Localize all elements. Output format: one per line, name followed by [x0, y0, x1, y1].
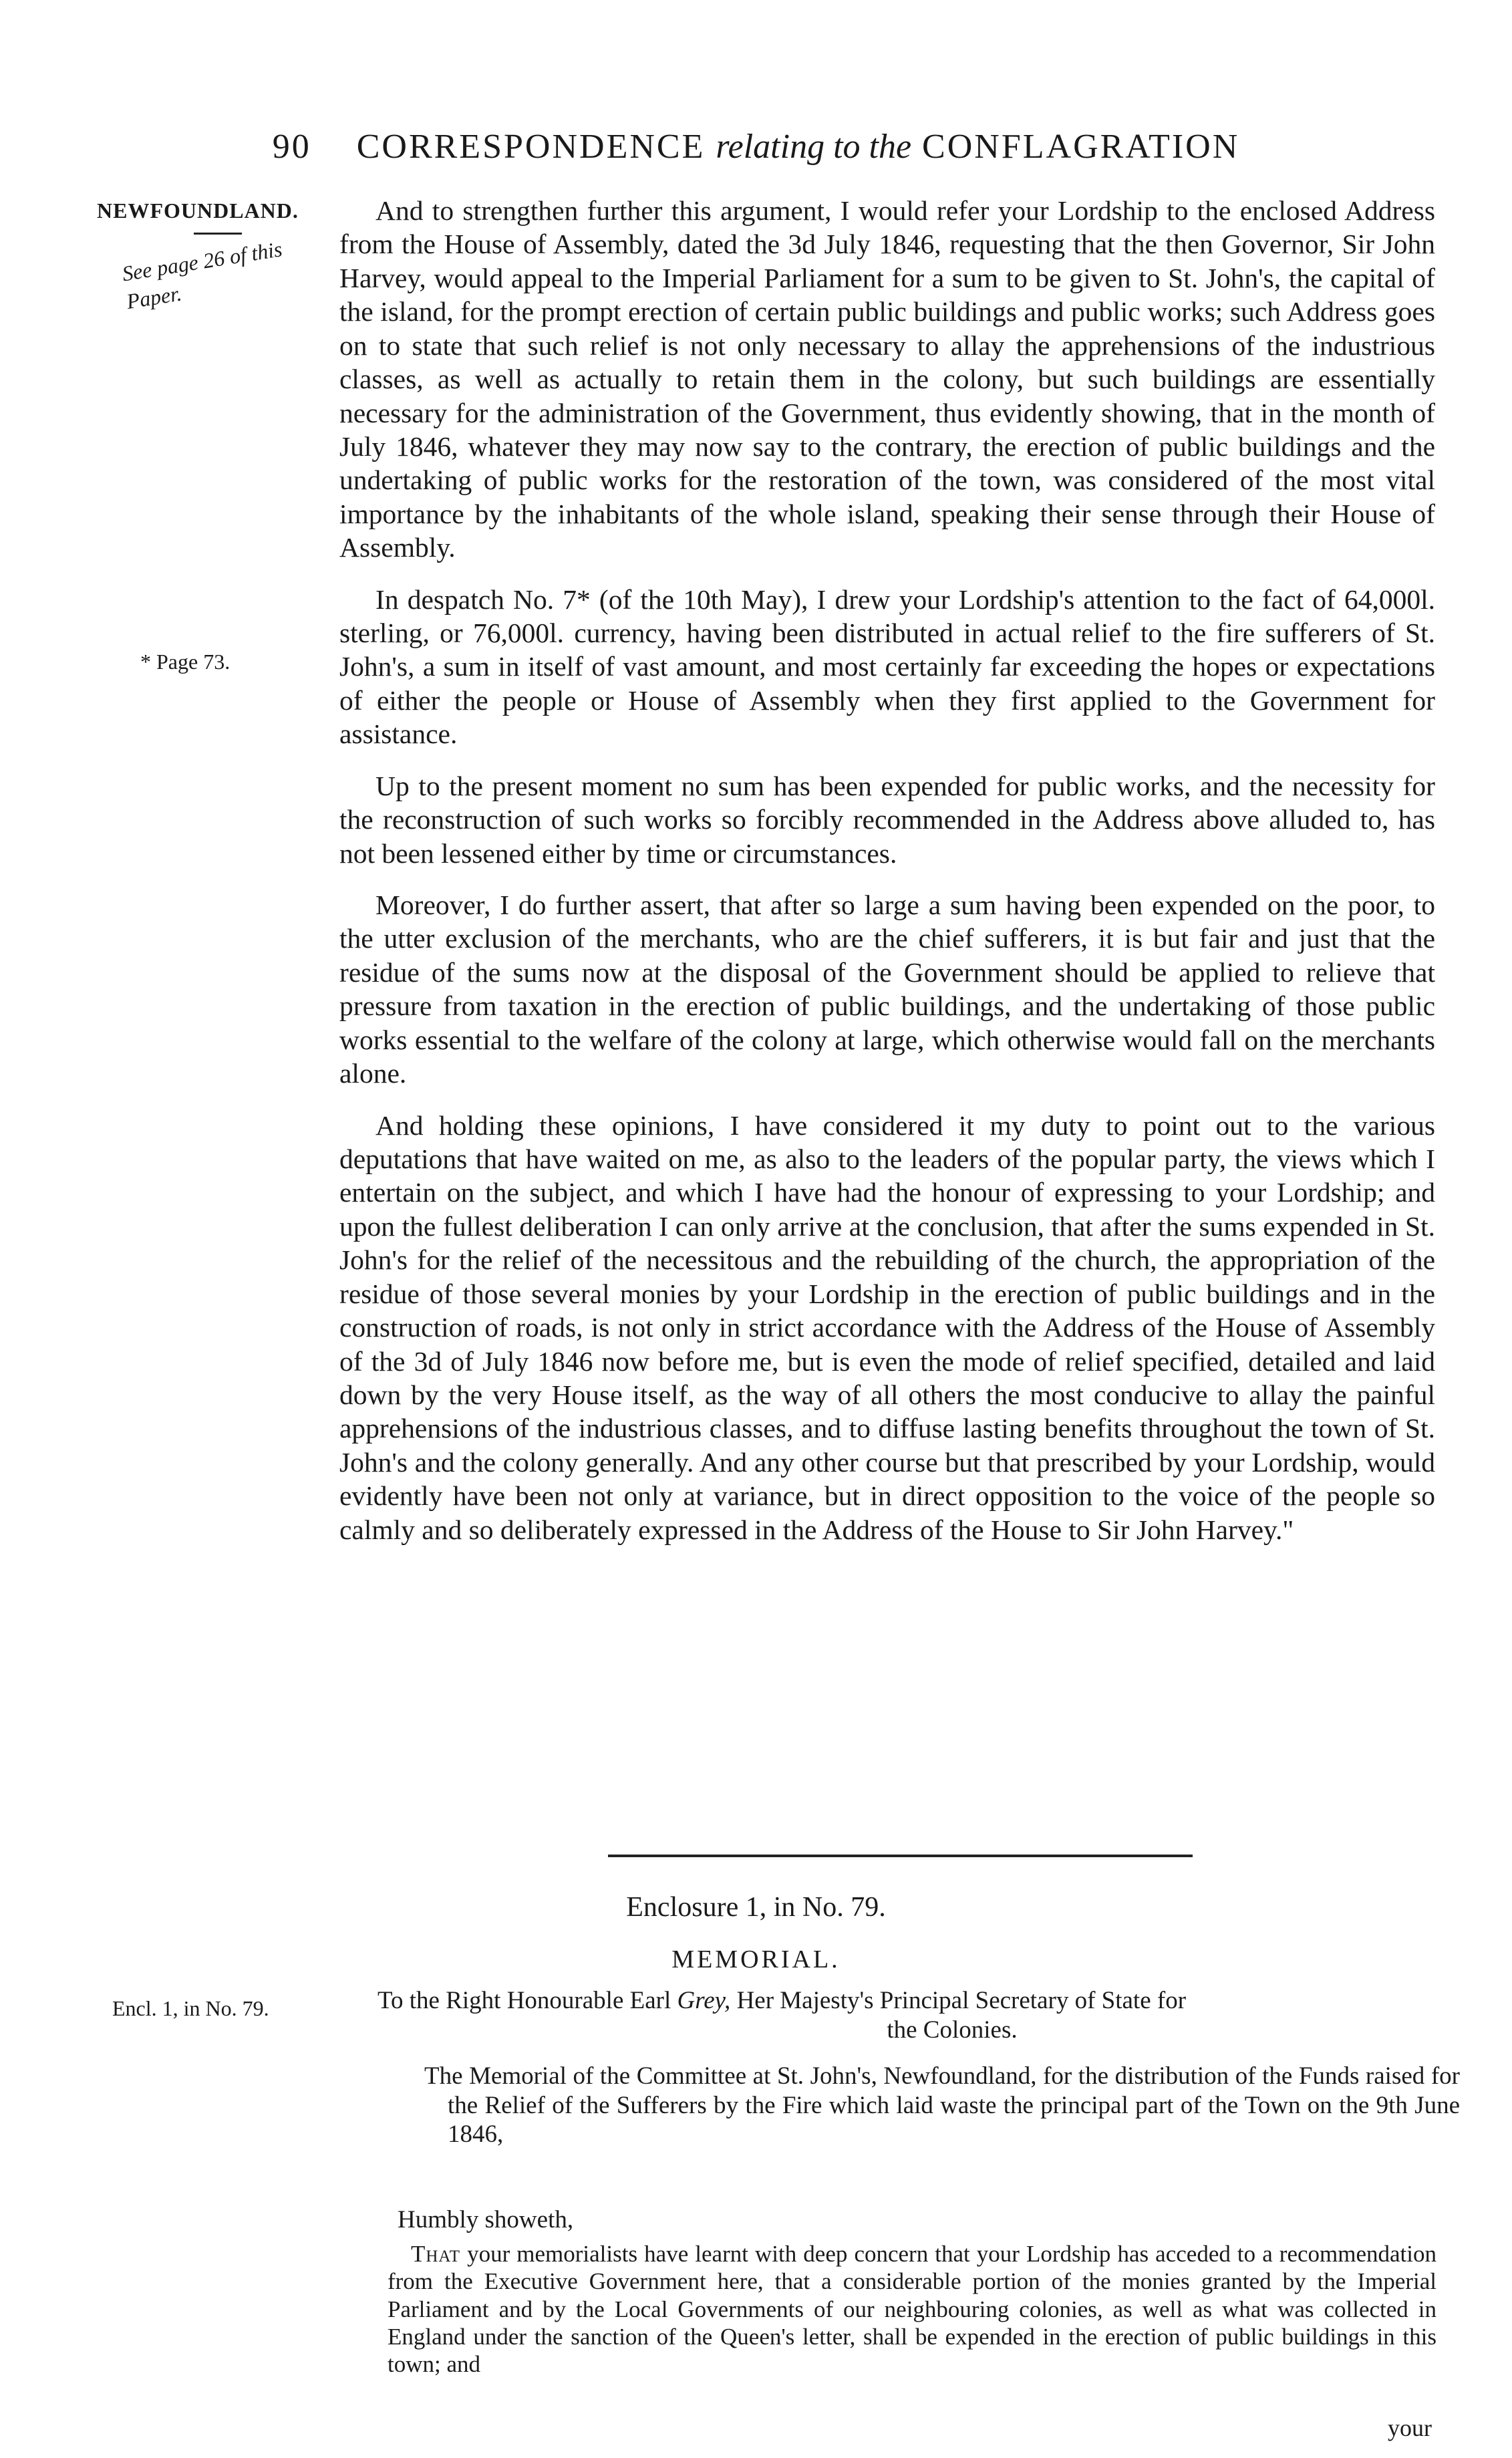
addressee-name: Grey,	[677, 1987, 731, 2014]
header-title-part1: CORRESPONDENCE	[356, 128, 706, 166]
page-number: 90	[272, 128, 311, 166]
paragraph-despatch-no7: In despatch No. 7* (of the 10th May), I drew your Lordship's attention to the fact of 64,000l. sterling, or 76,000l. currency, having been distributed in actual relief to the fire sufferers of St. John's, a sum in itself of vast amount, and most certainly far exceeding the hopes or expectations of either the people or House of Assembly when they first applied to the Government for assistance.	[339, 583, 1435, 750]
paragraph-present-moment: Up to the present moment no sum has been expended for public works, and the necessity for the reconstruction of such works so forcibly recommended in the Address above alluded to, has not been lessened either by time or circumstances.	[339, 770, 1435, 869]
catchword: your	[1388, 2415, 1432, 2441]
running-header	[0, 127, 1512, 166]
sidenote-colony: NEWFOUNDLAND.	[97, 198, 299, 223]
sidenote-page-73: * Page 73.	[140, 650, 231, 674]
addressee-prefix: To the Right Honourable Earl	[377, 1987, 671, 2014]
memorial-addressee	[377, 1986, 1406, 2044]
memorial-heading: MEMORIAL.	[671, 1945, 841, 1973]
addressee-suffix: Her Majesty's Principal Secretary of State for	[736, 1987, 1187, 2014]
prayer-text: your memorialists have learnt with deep concern that your Lordship has acceded to a recommendation from the Executive Government here, that a considerable portion of the monies granted by the Imperial Parliament and by the Local Governments of our neighbouring colonies, as well as what was collected in England under the sanction of the Queen's letter, shall be expended in the erection of public buildings in this town; and	[388, 2241, 1437, 2378]
header-title-italic: relating to the	[716, 128, 912, 166]
despatch-body	[339, 194, 1435, 1564]
sidenote-divider	[194, 233, 242, 235]
humbly-showeth: Humbly showeth,	[398, 2206, 574, 2233]
enclosure-title: Enclosure 1, in No. 79.	[626, 1892, 886, 1923]
memorial-prayer	[388, 2240, 1437, 2378]
paragraph-moreover: Moreover, I do further assert, that after so large a sum having been expended on the poor, to the utter exclusion of the merchants, who are the chief sufferers, it is but fair and just that the residue of the sums now at the disposal of the Government should be applied to relieve that pressure from taxation in the erection of public buildings, and the undertaking of those public works essential to the welfare of the colony at large, which otherwise would fall on the merchants alone.	[339, 890, 1435, 1089]
memorial-preamble: The Memorial of the Committee at St. John's, Newfoundland, for the distribution of the Funds raised for the Relief of the Sufferers by the Fire which laid waste the principal part of the Town on the 9th June 1846,	[424, 2062, 1460, 2149]
paragraph-holding-opinions: And holding these opinions, I have considered it my duty to point out to the various deputations that have waited on me, as also to the leaders of the popular party, the views which I entertain on the subject, and which I have had the honour of expressing to your Lordship; and upon the fullest deliberation I can only arrive at the conclusion, that after the sums expended in St. John's for the relief of the necessitous and the rebuilding of the church, the appropriation of the residue of those several monies by your Lordship in the erection of public buildings and in the construction of roads, is not only in strict accordance with the Address of the House of Assembly of the 3d of July 1846 now before me, but is even the mode of relief specified, detailed and laid down by the very House itself, as the way of all others the most conducive to allay the painful apprehensions of the industrious classes, and to diffuse lasting benefits throughout the town of St. John's and the colony generally. And any other course but that prescribed by your Lordship, would evidently have been not only at variance, but in direct opposition to the voice of the people so calmly and so deliberately expressed in the Address of the House to Sir John Harvey."	[339, 1109, 1435, 1545]
header-title-part2: CONFLAGRATION	[922, 128, 1240, 166]
prayer-lead-word: That	[411, 2241, 460, 2267]
addressee-line2: the Colonies.	[887, 2016, 1018, 2044]
sidenote-enclosure: Encl. 1, in No. 79.	[112, 1996, 269, 2020]
sidenote-see-page: See page 26 of this Paper.	[120, 237, 284, 313]
section-divider	[608, 1855, 1193, 1857]
paragraph-strengthen-argument: And to strengthen further this argument, I would refer your Lordship to the enclosed Address from the House of Assembly, dated the 3d July 1846, requesting that the then Governor, Sir John Harvey, would appeal to the Imperial Parliament for a sum to be given to St. John's, the capital of the island, for the prompt erection of certain public buildings and public works; such Address goes on to state that such relief is not only necessary to allay the apprehensions of the industrious classes, as well as actually to retain them in the colony, but such buildings are essentially necessary for the administration of the Government, thus evidently showing, that in the month of July 1846, whatever they may now say to the contrary, the erection of public buildings and the undertaking of public works for the restoration of the town, was considered of the most vital importance by the inhabitants of the whole island, speaking their sense through their House of Assembly.	[339, 195, 1435, 563]
